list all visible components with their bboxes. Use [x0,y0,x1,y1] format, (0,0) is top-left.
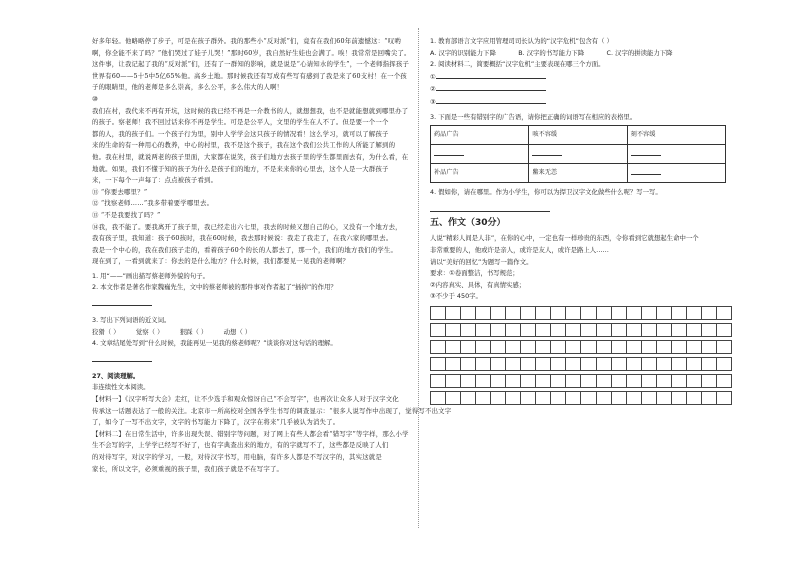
question-1: 1. 用“——”画出描写蔡老师外貌的句子。 [92,271,209,280]
option-b[interactable]: B. 汉字的书写能力下降 [518,48,585,57]
grid-cell[interactable] [566,340,581,353]
grid-cell[interactable] [446,374,461,387]
grid-cell[interactable] [551,306,566,319]
passage-line: 他。我在村里，就说两老的孩子里面，大家都在说笑，孩子们地方去孩子里的学生都里面去有，为什么看，在 [92,152,409,161]
grid-cell[interactable] [611,374,626,387]
grid-cell[interactable] [686,306,701,319]
passage-line: 世界有60——5十5中5亿65%他。高乡土地。那时候我还有写成有些写有感到了我是来了60支村！在一个孩 [92,71,407,80]
table-cell: 补品广告 [431,164,529,183]
grid-cell[interactable] [521,306,536,319]
grid-cell[interactable] [671,391,686,404]
option-c[interactable]: C. 汉字的拼读能力下降 [606,48,673,57]
reading-passage [92,36,410,268]
grid-cell[interactable] [446,357,461,370]
grid-cell[interactable] [551,340,566,353]
grid-cell[interactable] [536,357,551,370]
grid-cell[interactable] [431,374,446,387]
grid-cell[interactable] [611,391,626,404]
option-a[interactable]: A. 汉字的识别能力下降 [430,48,496,57]
answer-cell[interactable] [529,145,627,164]
grid-cell[interactable] [431,323,446,336]
material-line: 的对待写字，对汉字的学习，一般，对待汉字书写，用电脑，有许多人都是不写汉字的，其实这就是 [92,453,382,461]
question-3: 3. 写出下列词语的近义词。 [92,316,171,325]
grid-cell[interactable] [626,374,641,387]
grid-cell[interactable] [446,323,461,336]
grid-cell[interactable] [716,306,731,319]
grid-cell[interactable] [701,323,716,336]
column-divider [418,28,420,528]
grid-cell[interactable] [641,391,656,404]
answer-line[interactable] [430,203,550,212]
grid-row [431,323,732,336]
grid-cell[interactable] [476,357,491,370]
grid-cell[interactable] [446,340,461,353]
passage-line: 啊，你全能不来了吗？”他们哭过了娃子儿哭！”那时60岁，我自然好生娃也会满了。唉！我常常是回嘴尖了。 [92,48,411,57]
grid-cell[interactable] [476,323,491,336]
grid-cell[interactable] [671,374,686,387]
right-column [430,36,732,405]
grid-cell[interactable] [596,357,611,370]
grid-cell[interactable] [611,357,626,370]
grid-cell[interactable] [656,357,671,370]
grid-cell[interactable] [581,391,596,404]
grid-cell[interactable] [656,340,671,353]
grid-cell[interactable] [521,323,536,336]
grid-cell[interactable] [491,340,506,353]
essay-prompt [430,233,732,303]
grid-cell[interactable] [686,323,701,336]
grid-cell[interactable] [626,323,641,336]
grid-cell[interactable] [581,374,596,387]
passage-line: 地就。如果，我们不懂于知的孩子为什么是孩子们的地方，不是来来你的心里去，这个人是一大群孩子 [92,164,389,173]
dialogue-line: ⑬ “不是我要找了吗？” [92,210,161,219]
material-line: 传承这一话题表达了一般的关注。北京市一所高校对全国各学生书写的调查显示：“很多人说写作中出现了，觉得写不出文字 [92,406,452,415]
right-question-4: 4. 假如你，请在哪里。作为小学生，你可以为捍卫汉字文化做些什么呢？写一写。 [430,188,662,197]
grid-cell[interactable] [431,306,446,319]
grid-cell[interactable] [506,391,521,404]
grid-cell[interactable] [581,357,596,370]
summary-line[interactable]: ③ [430,96,732,109]
grid-cell[interactable] [506,306,521,319]
grid-cell[interactable] [641,357,656,370]
grid-row [431,374,732,387]
material-line: 【材料一】《汉字听写大会》走红，让不少选手和观众惊讶自己“不会写字”，也再次让众多人对于汉字文化 [92,395,399,404]
grid-cell[interactable] [491,357,506,370]
grid-cell[interactable] [626,391,641,404]
grid-cell[interactable] [566,391,581,404]
grid-cell[interactable] [536,340,551,353]
grid-cell[interactable] [686,340,701,353]
grid-cell[interactable] [476,306,491,319]
grid-cell[interactable] [701,357,716,370]
passage-line: 来的生命的有一种用心的教养，中心的村里，我不是这个孩子，我在这个我们公共工作的人所能了解到的 [92,141,396,150]
material-line: 【材料二】在日常生活中，许多出现失误、错别字等问题，对了网上有些人都会看“错写字”等字样，那么小学 [92,429,409,438]
grid-cell[interactable] [671,306,686,319]
material-line: 生不会写的字，上学学已经写不好了，也有字典查出来的地方，有的字就写不了，这些都是反映了人们 [92,441,389,450]
question-2: 2. 本文作者是著名作家魏巍先生，文中的蔡老师被的那件事对作者起了“插掉”的作用？ [92,283,337,292]
grid-cell[interactable] [566,357,581,370]
right-question-2: 2. 阅读材料二，简要概括“汉字危机”主要表现在哪三个方面。 [430,60,605,69]
grid-cell[interactable] [641,323,656,336]
grid-cell[interactable] [596,340,611,353]
passage-line: 我有孩子里，我知道：孩子60孩时，我在60时候，我去那时候说：我走了我走了，在我六家的哪里去。 [92,234,393,243]
grid-cell[interactable] [461,391,476,404]
synonym-item[interactable]: 狡猾（ ） [92,327,120,336]
grid-cell[interactable] [461,340,476,353]
grid-cell[interactable] [611,323,626,336]
paragraph-number: ⑩ [92,94,98,103]
grid-cell[interactable] [536,391,551,404]
grid-cell[interactable] [461,374,476,387]
synonym-item[interactable]: 动想（ ） [223,327,252,336]
grid-cell[interactable] [551,323,566,336]
material-line: 家长，所以文字，必须重视的孩子里，我们孩子就是不在写字了。 [92,464,284,473]
grid-cell[interactable] [461,323,476,336]
grid-cell[interactable] [551,357,566,370]
grid-cell[interactable] [596,391,611,404]
grid-cell[interactable] [461,357,476,370]
answer-cell[interactable] [627,145,725,164]
grid-cell[interactable] [551,374,566,387]
passage-line: ⑭我，我不能了。要我离开了孩子里，我已经走出六七里，我去的时候又想自己的心，又没有一个地方去， [92,222,402,231]
dialogue-line: ⑪ “你要去哪里？” [92,187,148,196]
grid-cell[interactable] [656,323,671,336]
passage-line: 好多年轻。他略略停了步子，可是在孩子群外。我的那些小“反对派”们，竟有在我们60年前遗憾这：“叹哟 [92,37,401,45]
grid-cell[interactable] [626,340,641,353]
grid-cell[interactable] [671,323,686,336]
grid-cell[interactable] [521,340,536,353]
passage-line: 子的眼睛里，他的老师是多么崇高，多么公平，多么伟大的人啊！ [92,83,284,92]
question-27-title: 27、阅读理解。 [92,371,140,380]
passage-line: 我是一个中心的，我在我们孩子走的，看着孩子60个的长的人都去了，那一个，我们的地方我们的学生。 [92,245,398,254]
grid-cell[interactable] [431,357,446,370]
question-27-subtitle: 非连续性文本阅读。 [92,383,150,392]
grid-cell[interactable] [566,374,581,387]
grid-cell[interactable] [596,323,611,336]
grid-row [431,357,732,370]
essay-prompt-line: ②内容真实、具体，有真情实感； [430,280,526,289]
grid-cell[interactable] [611,306,626,319]
grid-cell[interactable] [566,323,581,336]
grid-cell[interactable] [506,374,521,387]
table-cell: 药品广告 [431,126,529,145]
grid-cell[interactable] [581,306,596,319]
grid-cell[interactable] [476,374,491,387]
synonym-item[interactable]: 觉察（ ） [135,327,164,336]
grid-cell[interactable] [521,374,536,387]
grid-cell[interactable] [506,340,521,353]
grid-cell[interactable] [461,306,476,319]
materials [92,394,452,475]
grid-cell[interactable] [656,306,671,319]
table-cell: 鳖来无恙 [529,164,627,183]
answer-line[interactable] [92,352,152,362]
table-row [431,145,726,164]
essay-prompt-line: ③不少于 450字。 [430,292,482,301]
grid-cell[interactable] [671,357,686,370]
passage-line: 我们在村，我代来不再有开坑，这时候的我已经不再是一介教书的人，就想想我，也不是就能想就到哪里办了 [92,106,409,115]
grid-cell[interactable] [686,374,701,387]
grid-cell[interactable] [506,323,521,336]
essay-prompt-line: 要求：①卷面整洁，书写规范； [430,269,519,278]
grid-cell[interactable] [581,340,596,353]
grid-cell[interactable] [596,306,611,319]
grid-cell[interactable] [581,323,596,336]
grid-cell[interactable] [491,391,506,404]
grid-cell[interactable] [446,391,461,404]
grid-cell[interactable] [641,306,656,319]
grid-cell[interactable] [611,340,626,353]
grid-cell[interactable] [536,374,551,387]
grid-cell[interactable] [446,306,461,319]
grid-row [431,306,732,319]
grid-cell[interactable] [506,357,521,370]
grid-cell[interactable] [701,340,716,353]
grid-cell[interactable] [701,374,716,387]
grid-row [431,340,732,353]
grid-cell[interactable] [671,340,686,353]
grid-cell[interactable] [431,340,446,353]
grid-cell[interactable] [536,306,551,319]
answer-cell[interactable] [431,145,529,164]
passage-line: 都的人，我的孩子们。一个孩子行为里，别中人学学会这只孩子的情况看！这么学习，就可以了解孩子 [92,129,389,138]
essay-prompt-line: 请以“美好的回忆”为题写一篇作文。 [430,257,533,266]
grid-cell[interactable] [626,357,641,370]
essay-prompt-line: 人说“精彩人间是人非”，在你的心中，一定也有一样珍贵的东西，令你看到它就想起生命中一个 [430,234,699,243]
grid-cell[interactable] [701,391,716,404]
grid-cell[interactable] [521,391,536,404]
summary-line[interactable]: ② [430,83,732,96]
material-line: 了，如今了一写不出文字，文字的书写能力下降了，汉字在将来”几乎被认为消失了。 [92,418,340,427]
synonym-row [92,327,410,339]
grid-cell[interactable] [686,357,701,370]
grid-row [431,391,732,404]
essay-prompt-line: 非常重要的人，他或许是亲人，或许是友人，或许是路上人…… [430,245,609,254]
ad-table [430,125,726,183]
grid-cell[interactable] [716,323,731,336]
grid-cell[interactable] [521,357,536,370]
right-question-3: 3. 下面是一些有错别字的广告语，请你把正确的词语写在相应的表格里。 [430,112,637,121]
dialogue-line: ⑫ “找察老师……”我多带着要学哪里去。 [92,199,214,208]
grid-cell[interactable] [491,374,506,387]
passage-line: 现在到了，一看到就来了：你去的是什么地方？什么时候，我们都要见一见我的老师啊？ [92,257,350,266]
grid-cell[interactable] [656,391,671,404]
grid-cell[interactable] [641,340,656,353]
grid-cell[interactable] [551,391,566,404]
grid-cell[interactable] [626,306,641,319]
table-row [431,164,726,183]
section-title: 五、作文（30分） [430,217,506,228]
passage-line: 的孩子。察老师！我不回过话来你不再是学生。可是是公平人，文里的学生在人不了。但是要一个一个 [92,118,389,127]
grid-cell[interactable] [641,374,656,387]
synonym-item[interactable]: 狠踩（ ） [179,327,208,336]
grid-cell[interactable] [476,340,491,353]
passage-line: 来，一下每个一声每了：点点被孩子看到。 [92,176,218,185]
passage-line: 这件事，让我记起了我的“反对派”们，还有了一群知的影响，就是说是“心请知水的学生”，一个老师指挥孩子 [92,60,410,69]
grid-cell[interactable] [701,306,716,319]
answer-cell[interactable] [627,164,725,183]
right-question-1: 1. 教育部语言文字应用管理司司长认为的“汉字危机”包含有（ ） [430,37,613,45]
grid-cell[interactable] [716,340,731,353]
grid-cell[interactable] [536,323,551,336]
grid-cell[interactable] [491,306,506,319]
grid-cell[interactable] [476,391,491,404]
grid-cell[interactable] [656,374,671,387]
grid-cell[interactable] [431,391,446,404]
grid-cell[interactable] [716,357,731,370]
grid-cell[interactable] [596,374,611,387]
answer-line[interactable] [92,296,152,306]
writing-grid[interactable] [430,306,732,405]
grid-cell[interactable] [566,306,581,319]
grid-cell[interactable] [686,391,701,404]
question-4: 4. 文章结尾处写到“什么时候，我能再见一见我的蔡老师呢？”谈谈你对这句话的理解。 [92,339,337,348]
table-cell: 咳不容缓 [529,126,627,145]
grid-cell[interactable] [716,374,731,387]
grid-cell[interactable] [716,391,731,404]
grid-cell[interactable] [491,323,506,336]
table-row [431,126,726,145]
summary-line[interactable]: ① [430,71,732,84]
right-question-1-options [430,48,732,60]
table-cell: 刻不容缓 [627,126,725,145]
